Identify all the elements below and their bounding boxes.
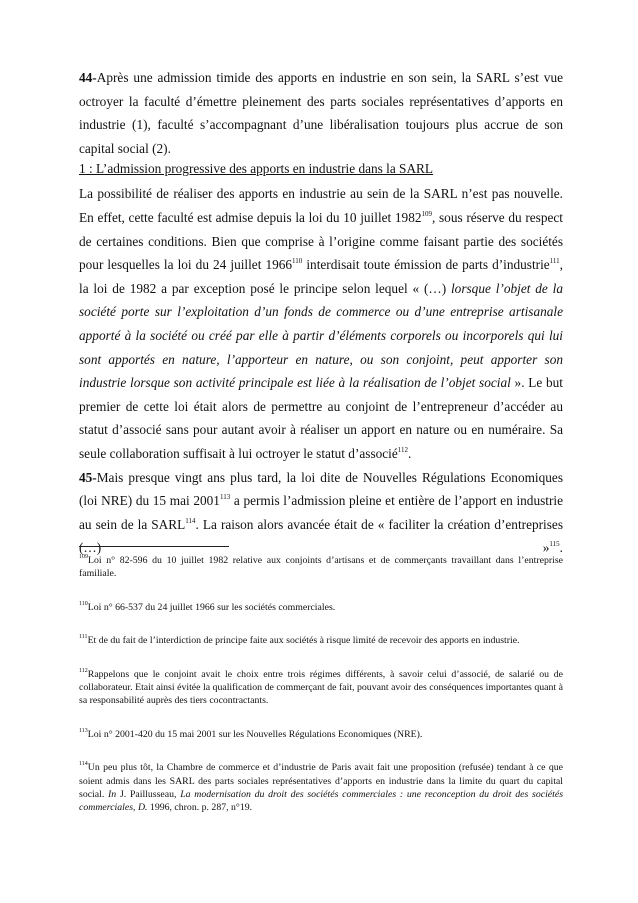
- footnote-ref: 111: [549, 257, 560, 266]
- paragraph-number: 44-: [79, 70, 97, 85]
- footnote-separator: [79, 546, 229, 547]
- law-quote: lorsque l’objet de la société porte sur l’exploitation d’un fonds de commerce ou d’une entreprise artisanale apporté à la société ou créé par elle à partir d’éléments corporels ou incorporels qui lui sont apportés en nature, l’apporteur en nature, ou son conjoint, peut apporter son industrie lorsque son activité principale est liée à la réalisation de l’objet social: [79, 280, 563, 391]
- footnote-ref: 112: [397, 445, 409, 454]
- footnotes: [79, 552, 563, 815]
- paragraph-44: [79, 66, 563, 160]
- paragraph-main: La possibilité de réaliser des apports en industrie au sein de la SARL n’est pas nouvelle. En effet, cette faculté est admise depuis la loi du 10 juillet 1982$^{109}$, sous réserve du respect de certaines conditions. Bien que comprise à l’origine comme faisant partie des sociétés pour lesquelles la loi du 24 juillet 1966$^{110}$ interdisait toute émission de parts d’industrie$^{111}$, la loi de 1982 a par exception posé le principe selon lequel « (…) lorsque l’objet de la société porte sur l’exploitation d’un fonds de commerce ou d’une entreprise artisanale apporté à la société ou créé par elle à partir d’éléments corporels ou incorporels qui lui sont apportés en nature, l’apporteur en nature, ou son conjoint, peut apporter son industrie lorsque son activité principale est liée à la réalisation de l’objet social ». Le but premier de cette loi était alors de permettre au conjoint de l’entrepreneur d’accéder au statut d’associé sans pour autant avoir à réaliser un apport en nature ou en numéraire. Sa seule collaboration suffisait à lui octroyer le statut d’associé$^{112}$.: [79, 186, 563, 461]
- paragraph-45: 45-Mais presque vingt ans plus tard, la loi dite de Nouvelles Régulations Economiques (loi NRE) du 15 mai 2001$^{113}$ a permis l’admission pleine et entière de l’apport en industrie au sein de la SARL$^{114}$. La raison alors avancée était de « faciliter la création d’entreprises (…) »$^{115}$.: [79, 469, 564, 556]
- paragraph-text: Après une admission timide des apports en industrie en son sein, la SARL s’est vue octroyer la faculté d’émettre pleinement des parts sociales représentatives d’apports en industrie (1), faculté s’accompagnant d’une libéralisation toujours plus accrue de son capital social (2).: [79, 70, 563, 156]
- footnote-ref: 109: [421, 209, 433, 218]
- footnote-111: $^{111}$Et de du fait de l’interdiction de principe faite aux sociétés à risque limité de recevoir des apports en industrie.: [79, 634, 520, 647]
- paragraph-number: 45-: [79, 469, 97, 485]
- footnote-ref: 113: [219, 493, 231, 502]
- main-text: [79, 66, 563, 560]
- footnote-114: $^{114}$Un peu plus tôt, la Chambre de commerce et d’industrie de Paris avait fait une proposition (refusée) tendant à ce que soient admis dans les SARL des parts sociales représentatives d’apports en industrie dans la limite du quart du capital social. In J. Paillusseau, La modernisation du droit des sociétés commerciales : une reconception du droit des sociétés commerciales, D. 1996, chron. p. 287, n°19.: [79, 761, 564, 814]
- footnote-ref: 110: [292, 257, 303, 266]
- footnote-ref: 115: [549, 540, 560, 549]
- footnote-109: $^{109}$Loi n° 82-596 du 10 juillet 1982 relative aux conjoints d’artisans et de commerçants travaillant dans l’entreprise familiale.: [79, 554, 563, 580]
- section-heading: 1 : L’admission progressive des apports en industrie dans la SARL: [79, 161, 434, 177]
- footnote-110: $^{110}$Loi n° 66-537 du 24 juillet 1966 sur les sociétés commerciales.: [79, 600, 336, 613]
- footnote-ref: 114: [185, 516, 196, 525]
- cited-title: La modernisation du droit des sociétés commerciales : une reconception du droit des sociétés commerciales: [79, 789, 564, 814]
- footnote-112: $^{112}$Rappelons que le conjoint avait le choix entre trois régimes différents, à savoir celui d’associé, de salarié ou de collaborateur. Etait ainsi évitée la qualification de commerçant de fait, pouvant avoir des conséquences importantes quant à sa responsabilité auprès des tiers cocontractants.: [79, 667, 563, 707]
- footnote-113: $^{113}$Loi n° 2001-420 du 15 mai 2001 sur les Nouvelles Régulations Economiques (NRE).: [79, 727, 423, 740]
